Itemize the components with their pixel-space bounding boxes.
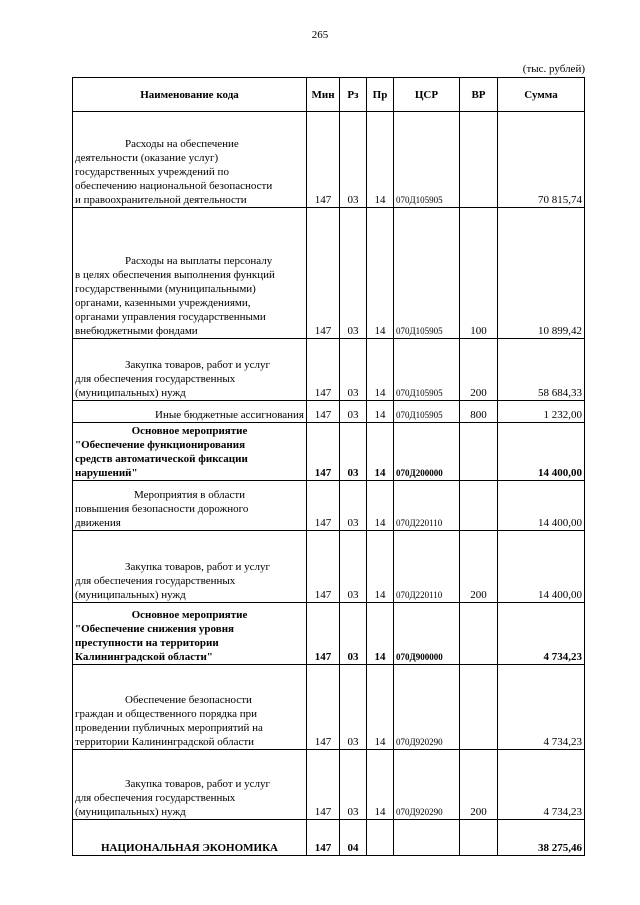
cell-csr: 070Д105905 (394, 339, 460, 401)
cell-min: 147 (307, 401, 340, 423)
row-name-line: Обеспечение безопасности (125, 694, 252, 706)
cell-rz: 03 (340, 339, 367, 401)
row-name-line: для обеспечения государственных (75, 373, 236, 385)
cell-min: 147 (307, 750, 340, 820)
row-name-line: государственными (муниципальными) (75, 283, 256, 295)
cell-csr: 070Д220110 (394, 481, 460, 531)
cell-csr: 070Д900000 (394, 603, 460, 665)
row-name-line: Закупка товаров, работ и услуг (125, 778, 270, 790)
row-name-line: для обеспечения государственных (75, 575, 236, 587)
table-row (73, 481, 585, 531)
table-row (73, 665, 585, 750)
cell-sum: 14 400,00 (498, 531, 585, 603)
row-name-line: средств автоматической фиксации (75, 453, 248, 465)
row-name-line: территории Калининградской области (75, 736, 255, 748)
table-row (73, 208, 585, 339)
row-name (73, 423, 307, 481)
table-row (73, 750, 585, 820)
row-name-line: внебюджетными фондами (75, 325, 198, 337)
row-name-line: "Обеспечение снижения уровня (75, 623, 234, 635)
cell-sum: 70 815,74 (498, 112, 585, 208)
cell-rz: 03 (340, 750, 367, 820)
cell-rz: 04 (340, 820, 367, 856)
row-name (73, 603, 307, 665)
row-name (73, 401, 307, 423)
table-row (73, 339, 585, 401)
cell-vr: 800 (460, 401, 498, 423)
cell-sum: 4 734,23 (498, 603, 585, 665)
row-name-line: Расходы на обеспечение (125, 138, 239, 150)
row-name-line: НАЦИОНАЛЬНАЯ ЭКОНОМИКА (100, 842, 279, 854)
cell-min: 147 (307, 481, 340, 531)
row-name-line: органами, казенными учреждениями, (75, 297, 251, 309)
table-row (73, 423, 585, 481)
unit-note: (тыс. рублей) (522, 63, 585, 75)
header-vr: ВР (460, 78, 498, 112)
cell-rz: 03 (340, 401, 367, 423)
header-csr: ЦСР (394, 78, 460, 112)
cell-min: 147 (307, 531, 340, 603)
row-name-line: Калининградской области" (75, 651, 213, 663)
row-name-line: Закупка товаров, работ и услуг (125, 561, 270, 573)
cell-sum: 14 400,00 (498, 423, 585, 481)
cell-pr: 14 (367, 531, 394, 603)
row-name-line: Закупка товаров, работ и услуг (125, 359, 270, 371)
row-name (73, 112, 307, 208)
row-name-line: граждан и общественного порядка при (75, 708, 258, 720)
cell-pr: 14 (367, 339, 394, 401)
cell-min: 147 (307, 820, 340, 856)
header-min: Мин (307, 78, 340, 112)
cell-sum: 1 232,00 (498, 401, 585, 423)
row-name-line: обеспечению национальной безопасности (75, 180, 273, 192)
table-row (73, 820, 585, 856)
row-name-line: Основное мероприятие (131, 609, 248, 621)
cell-sum: 4 734,23 (498, 665, 585, 750)
row-name-line: Основное мероприятие (131, 425, 248, 437)
row-name-line: деятельности (оказание услуг) (75, 152, 219, 164)
row-name-line: (муниципальных) нужд (75, 387, 186, 399)
cell-vr (460, 820, 498, 856)
cell-min: 147 (307, 339, 340, 401)
row-name (73, 750, 307, 820)
header-sum: Сумма (498, 78, 585, 112)
cell-csr: 070Д105905 (394, 112, 460, 208)
cell-vr: 100 (460, 208, 498, 339)
cell-rz: 03 (340, 603, 367, 665)
cell-min: 147 (307, 603, 340, 665)
table-row (73, 401, 585, 423)
cell-pr: 14 (367, 208, 394, 339)
cell-pr: 14 (367, 401, 394, 423)
cell-pr: 14 (367, 603, 394, 665)
cell-min: 147 (307, 665, 340, 750)
row-name-line: и правоохранительной деятельности (75, 194, 247, 206)
budget-table (72, 77, 585, 856)
row-name-line: Иные бюджетные ассигнования (155, 409, 304, 421)
cell-csr: 070Д105905 (394, 401, 460, 423)
cell-rz: 03 (340, 531, 367, 603)
cell-pr: 14 (367, 750, 394, 820)
cell-pr: 14 (367, 665, 394, 750)
cell-rz: 03 (340, 112, 367, 208)
cell-sum: 38 275,46 (498, 820, 585, 856)
cell-pr: 14 (367, 112, 394, 208)
row-name-line: для обеспечения государственных (75, 792, 236, 804)
row-name (73, 531, 307, 603)
header-pr: Пр (367, 78, 394, 112)
cell-vr (460, 481, 498, 531)
row-name-line: органами управления государственными (75, 311, 266, 323)
cell-vr: 200 (460, 750, 498, 820)
cell-csr (394, 820, 460, 856)
page-number: 265 (311, 29, 329, 41)
row-name-line: "Обеспечение функционирования (75, 439, 246, 451)
row-name-line: проведении публичных мероприятий на (75, 722, 263, 734)
cell-min: 147 (307, 112, 340, 208)
row-name-line: движения (75, 517, 121, 529)
cell-sum: 58 684,33 (498, 339, 585, 401)
table-row (73, 112, 585, 208)
row-name (73, 208, 307, 339)
cell-rz: 03 (340, 208, 367, 339)
cell-rz: 03 (340, 665, 367, 750)
row-name (73, 820, 307, 856)
row-name-line: нарушений" (75, 467, 138, 479)
table-row (73, 531, 585, 603)
cell-vr (460, 665, 498, 750)
row-name (73, 665, 307, 750)
row-name (73, 481, 307, 531)
cell-csr: 070Д105905 (394, 208, 460, 339)
row-name (73, 339, 307, 401)
cell-vr (460, 112, 498, 208)
cell-rz: 03 (340, 481, 367, 531)
cell-pr: 14 (367, 481, 394, 531)
table-row (73, 603, 585, 665)
row-name-line: государственных учреждений по (75, 166, 229, 178)
row-name-line: повышения безопасности дорожного (75, 503, 249, 515)
cell-vr: 200 (460, 339, 498, 401)
cell-csr: 070Д920290 (394, 665, 460, 750)
cell-sum: 10 899,42 (498, 208, 585, 339)
row-name-line: преступности на территории (75, 637, 219, 649)
cell-min: 147 (307, 423, 340, 481)
cell-pr: 14 (367, 423, 394, 481)
cell-vr (460, 603, 498, 665)
cell-pr (367, 820, 394, 856)
cell-csr: 070Д220110 (394, 531, 460, 603)
cell-vr: 200 (460, 531, 498, 603)
row-name-line: в целях обеспечения выполнения функций (75, 269, 275, 281)
row-name-line: Мероприятия в области (133, 489, 246, 501)
row-name-line: (муниципальных) нужд (75, 589, 186, 601)
table-header-row (73, 78, 585, 112)
cell-csr: 070Д920290 (394, 750, 460, 820)
cell-csr: 070Д200000 (394, 423, 460, 481)
row-name-line: Расходы на выплаты персоналу (125, 255, 273, 267)
cell-rz: 03 (340, 423, 367, 481)
header-rz: Рз (340, 78, 367, 112)
header-name: Наименование кода (73, 78, 307, 112)
cell-vr (460, 423, 498, 481)
row-name-line: (муниципальных) нужд (75, 806, 186, 818)
cell-sum: 4 734,23 (498, 750, 585, 820)
cell-sum: 14 400,00 (498, 481, 585, 531)
cell-min: 147 (307, 208, 340, 339)
